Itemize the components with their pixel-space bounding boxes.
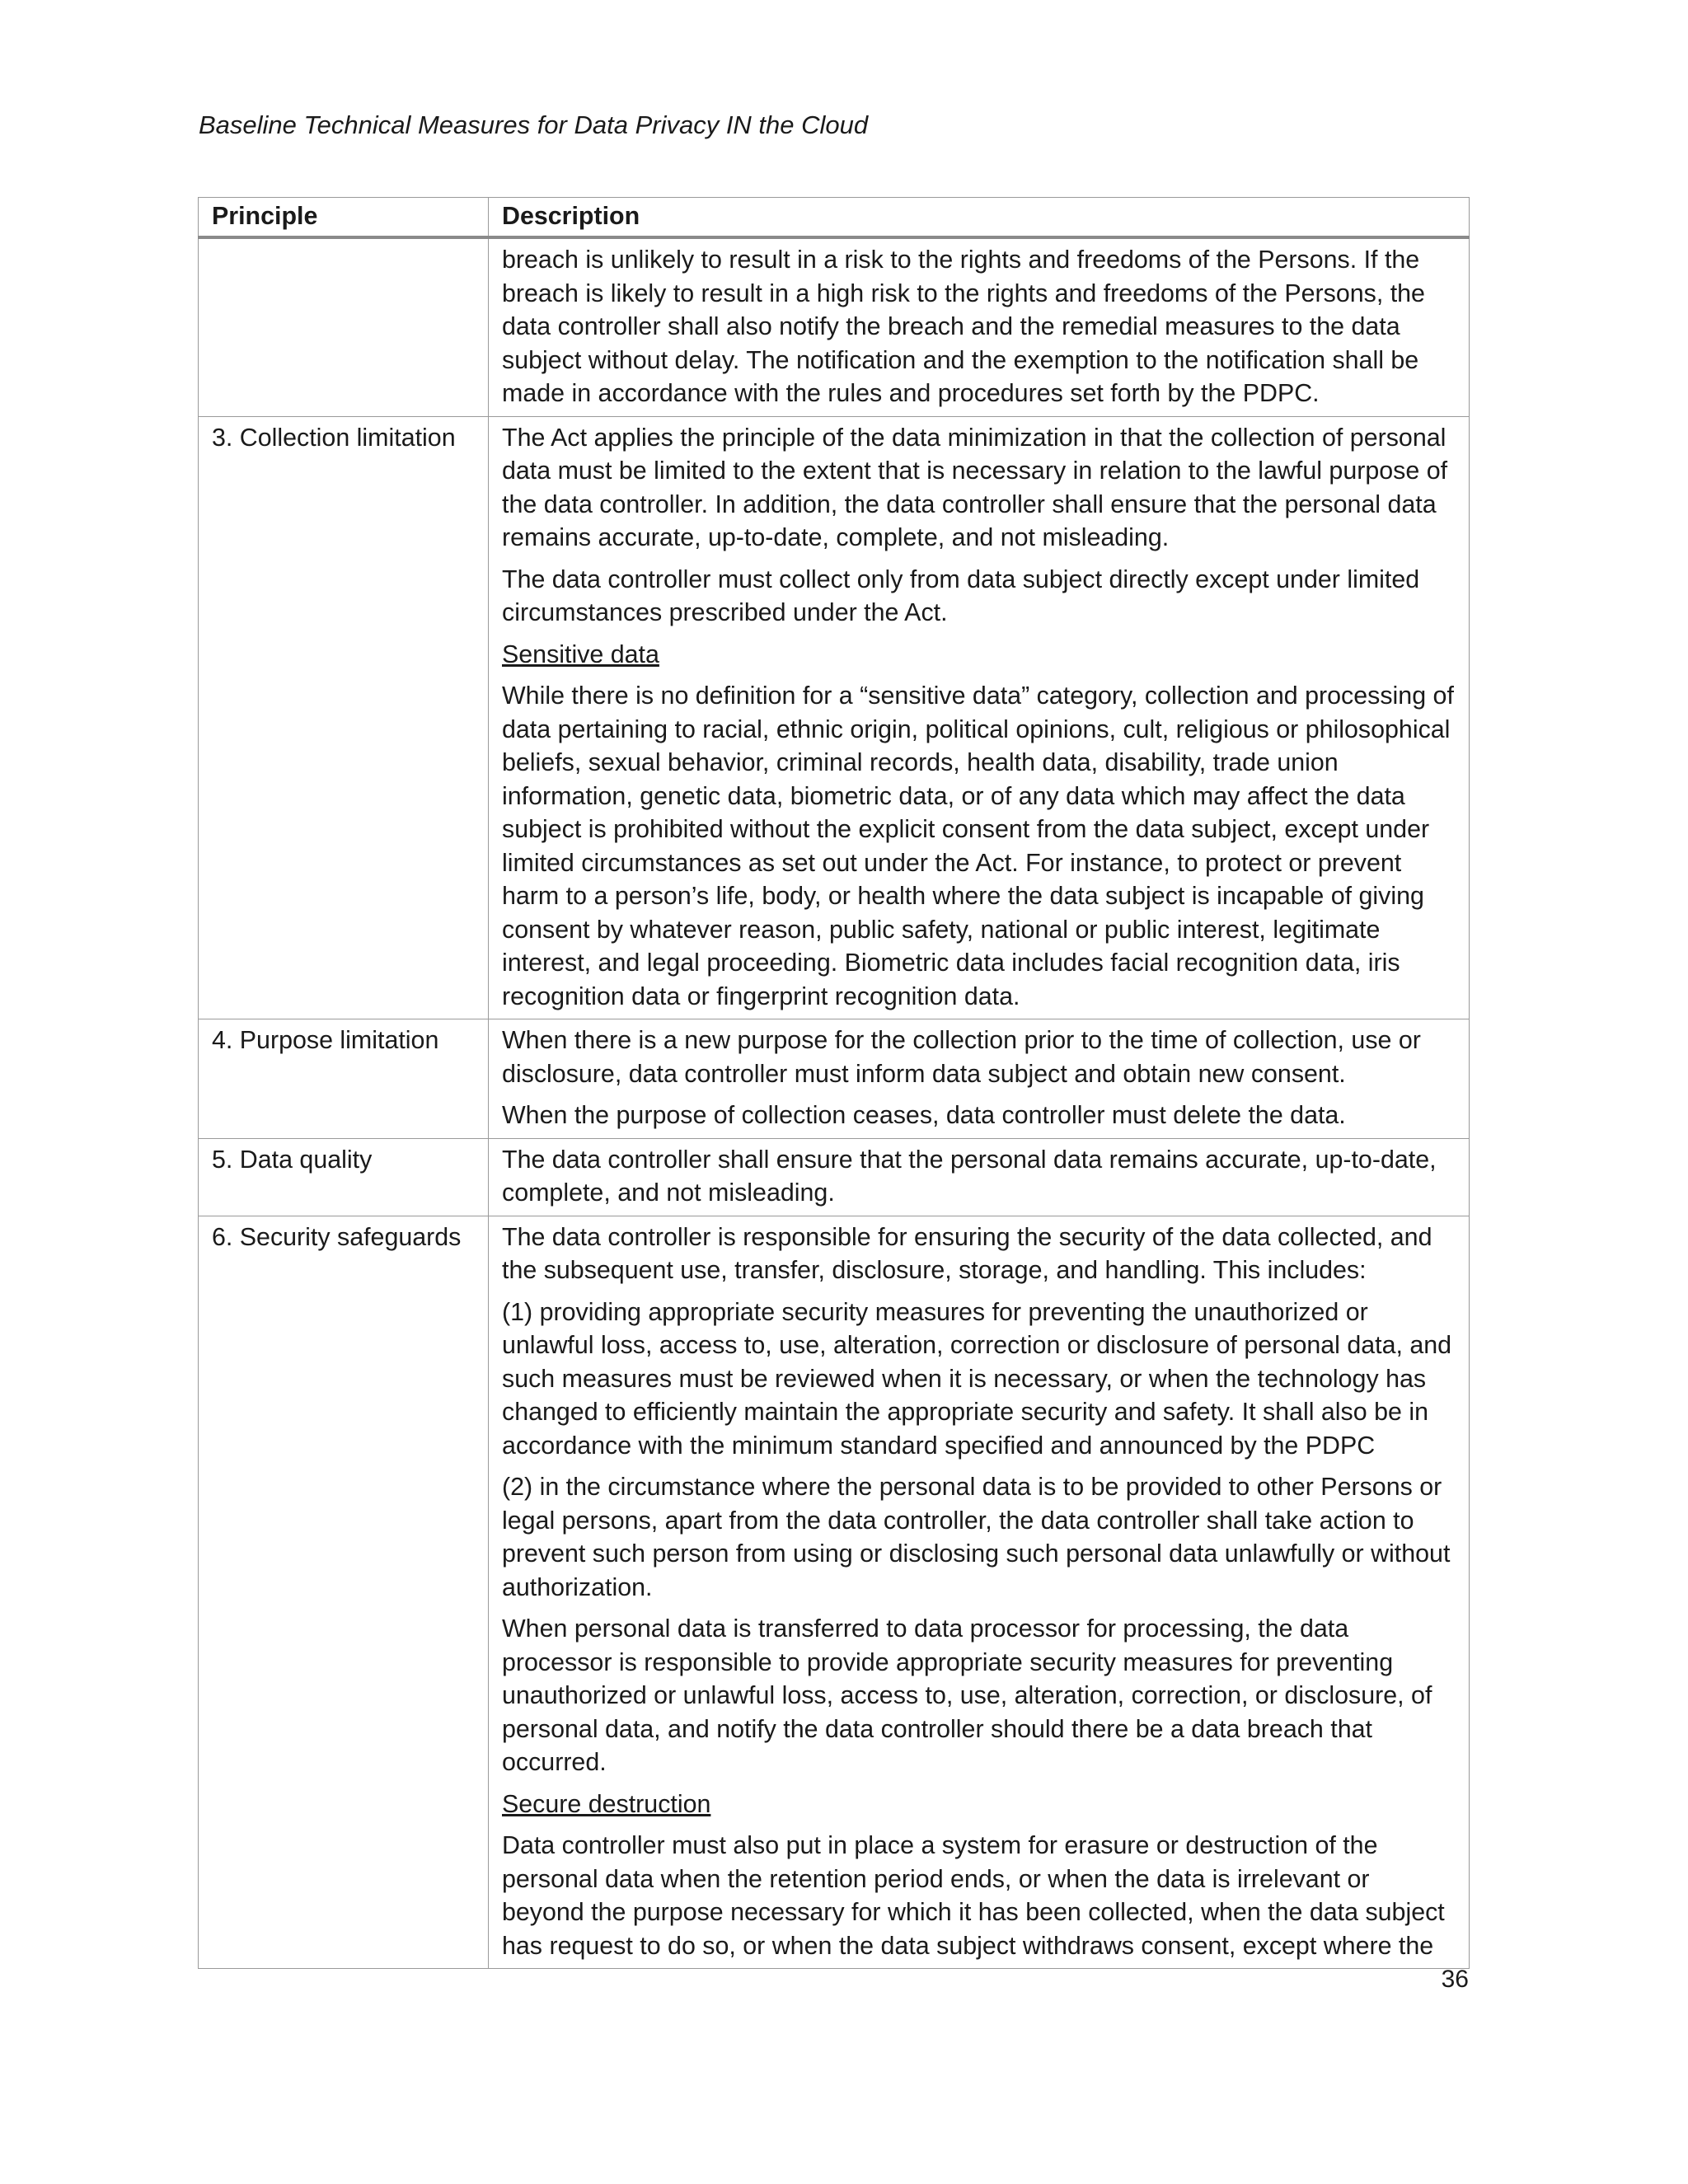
principle-cell (199, 237, 489, 416)
description-paragraph: The data controller must collect only from data subject directly except under limited circumstances prescribed under the Act. (502, 565, 1420, 626)
column-header-principle: Principle (199, 198, 489, 238)
table-row (199, 1138, 1470, 1216)
principle-cell: 5. Data quality (199, 1138, 489, 1216)
description-paragraph: The data controller shall ensure that the personal data remains accurate, up-to-date, complete, and not misleading. (502, 1145, 1437, 1207)
description-paragraph: When there is a new purpose for the collection prior to the time of collection, use or disclosure, data controller must inform data subject and obtain new consent. (502, 1026, 1421, 1088)
running-header: Baseline Technical Measures for Data Privacy IN the Cloud (199, 110, 869, 139)
principles-table (198, 197, 1470, 1969)
description-paragraph: When the purpose of collection ceases, data controller must delete the data. (502, 1101, 1346, 1129)
description-paragraph: The data controller is responsible for ensuring the security of the data collected, and the subsequent use, transfer, disclosure, storage, and handling. This includes: (502, 1222, 1432, 1284)
description-subheading: Sensitive data (502, 640, 659, 668)
table-row (199, 1216, 1470, 1969)
description-cell (489, 416, 1470, 1019)
table-row (199, 237, 1470, 416)
description-paragraph: Data controller must also put in place a system for erasure or destruction of the personal data when the retention period ends, or when the data is irrelevant or beyond the purpose necessary for which it has been collected, when the data subject has request to do so, or when the data subject withdraws consent, except where the (502, 1831, 1445, 1960)
description-cell (489, 1019, 1470, 1139)
table-header-row (199, 198, 1470, 238)
page-number: 36 (1441, 1966, 1469, 1993)
principle-cell: 3. Collection limitation (199, 416, 489, 1019)
description-paragraph: When personal data is transferred to data processor for processing, the data processor is responsible to provide appropriate security measures for preventing unauthorized or unlawful loss, access to, use, alteration, correction, or disclosure, of personal data, and notify the data controller should there be a data breach that occurred. (502, 1615, 1432, 1776)
column-header-description: Description (489, 198, 1470, 238)
table-body (199, 237, 1470, 1969)
description-cell (489, 1216, 1470, 1969)
description-paragraph: breach is unlikely to result in a risk to the rights and freedoms of the Persons. If the breach is likely to result in a high risk to the rights and freedoms of the Persons, the data controller shall also notify the breach and the remedial measures to the data subject without delay. The notification and the exemption to the notification shall be made in accordance with the rules and procedures set forth by the PDPC. (502, 246, 1425, 407)
description-paragraph: The Act applies the principle of the data minimization in that the collection of personal data must be limited to the extent that is necessary in relation to the lawful purpose of the data controller. In addition, the data controller shall ensure that the personal data remains accurate, up-to-date, complete, and not misleading. (502, 423, 1448, 551)
description-paragraph: (1) providing appropriate security measures for preventing the unauthorized or unlawful loss, access to, use, alteration, correction or disclosure of personal data, and such measures must be reviewed when it is necessary, or when the technology has changed to efficiently maintain the appropriate security and safety. It shall also be in accordance with the minimum standard specified and announced by the PDPC (502, 1297, 1452, 1460)
description-cell (489, 1138, 1470, 1216)
table-row (199, 1019, 1470, 1139)
description-subheading: Secure destruction (502, 1789, 711, 1818)
description-paragraph: (2) in the circumstance where the personal data is to be provided to other Persons or legal persons, apart from the data controller, the data controller shall take action to prevent such person from using or disclosing such personal data unlawfully or without authorization. (502, 1473, 1451, 1601)
principle-cell: 6. Security safeguards (199, 1216, 489, 1969)
principle-cell: 4. Purpose limitation (199, 1019, 489, 1139)
description-paragraph: While there is no definition for a “sensitive data” category, collection and processing of data pertaining to racial, ethnic origin, political opinions, cult, religious or philosophical beliefs, sexual behavior, criminal records, health data, disability, trade union information, genetic data, biometric data, or of any data which may affect the data subject is prohibited without the explicit consent from the data subject, except under limited circumstances as set out under the Act. For instance, to protect or prevent harm to a person’s life, body, or health where the data subject is incapable of giving consent by whatever reason, public safety, national or public interest, legitimate interest, and legal proceeding. Biometric data includes facial recognition data, iris recognition data or fingerprint recognition data. (502, 682, 1454, 1010)
table-row (199, 416, 1470, 1019)
description-cell (489, 237, 1470, 416)
